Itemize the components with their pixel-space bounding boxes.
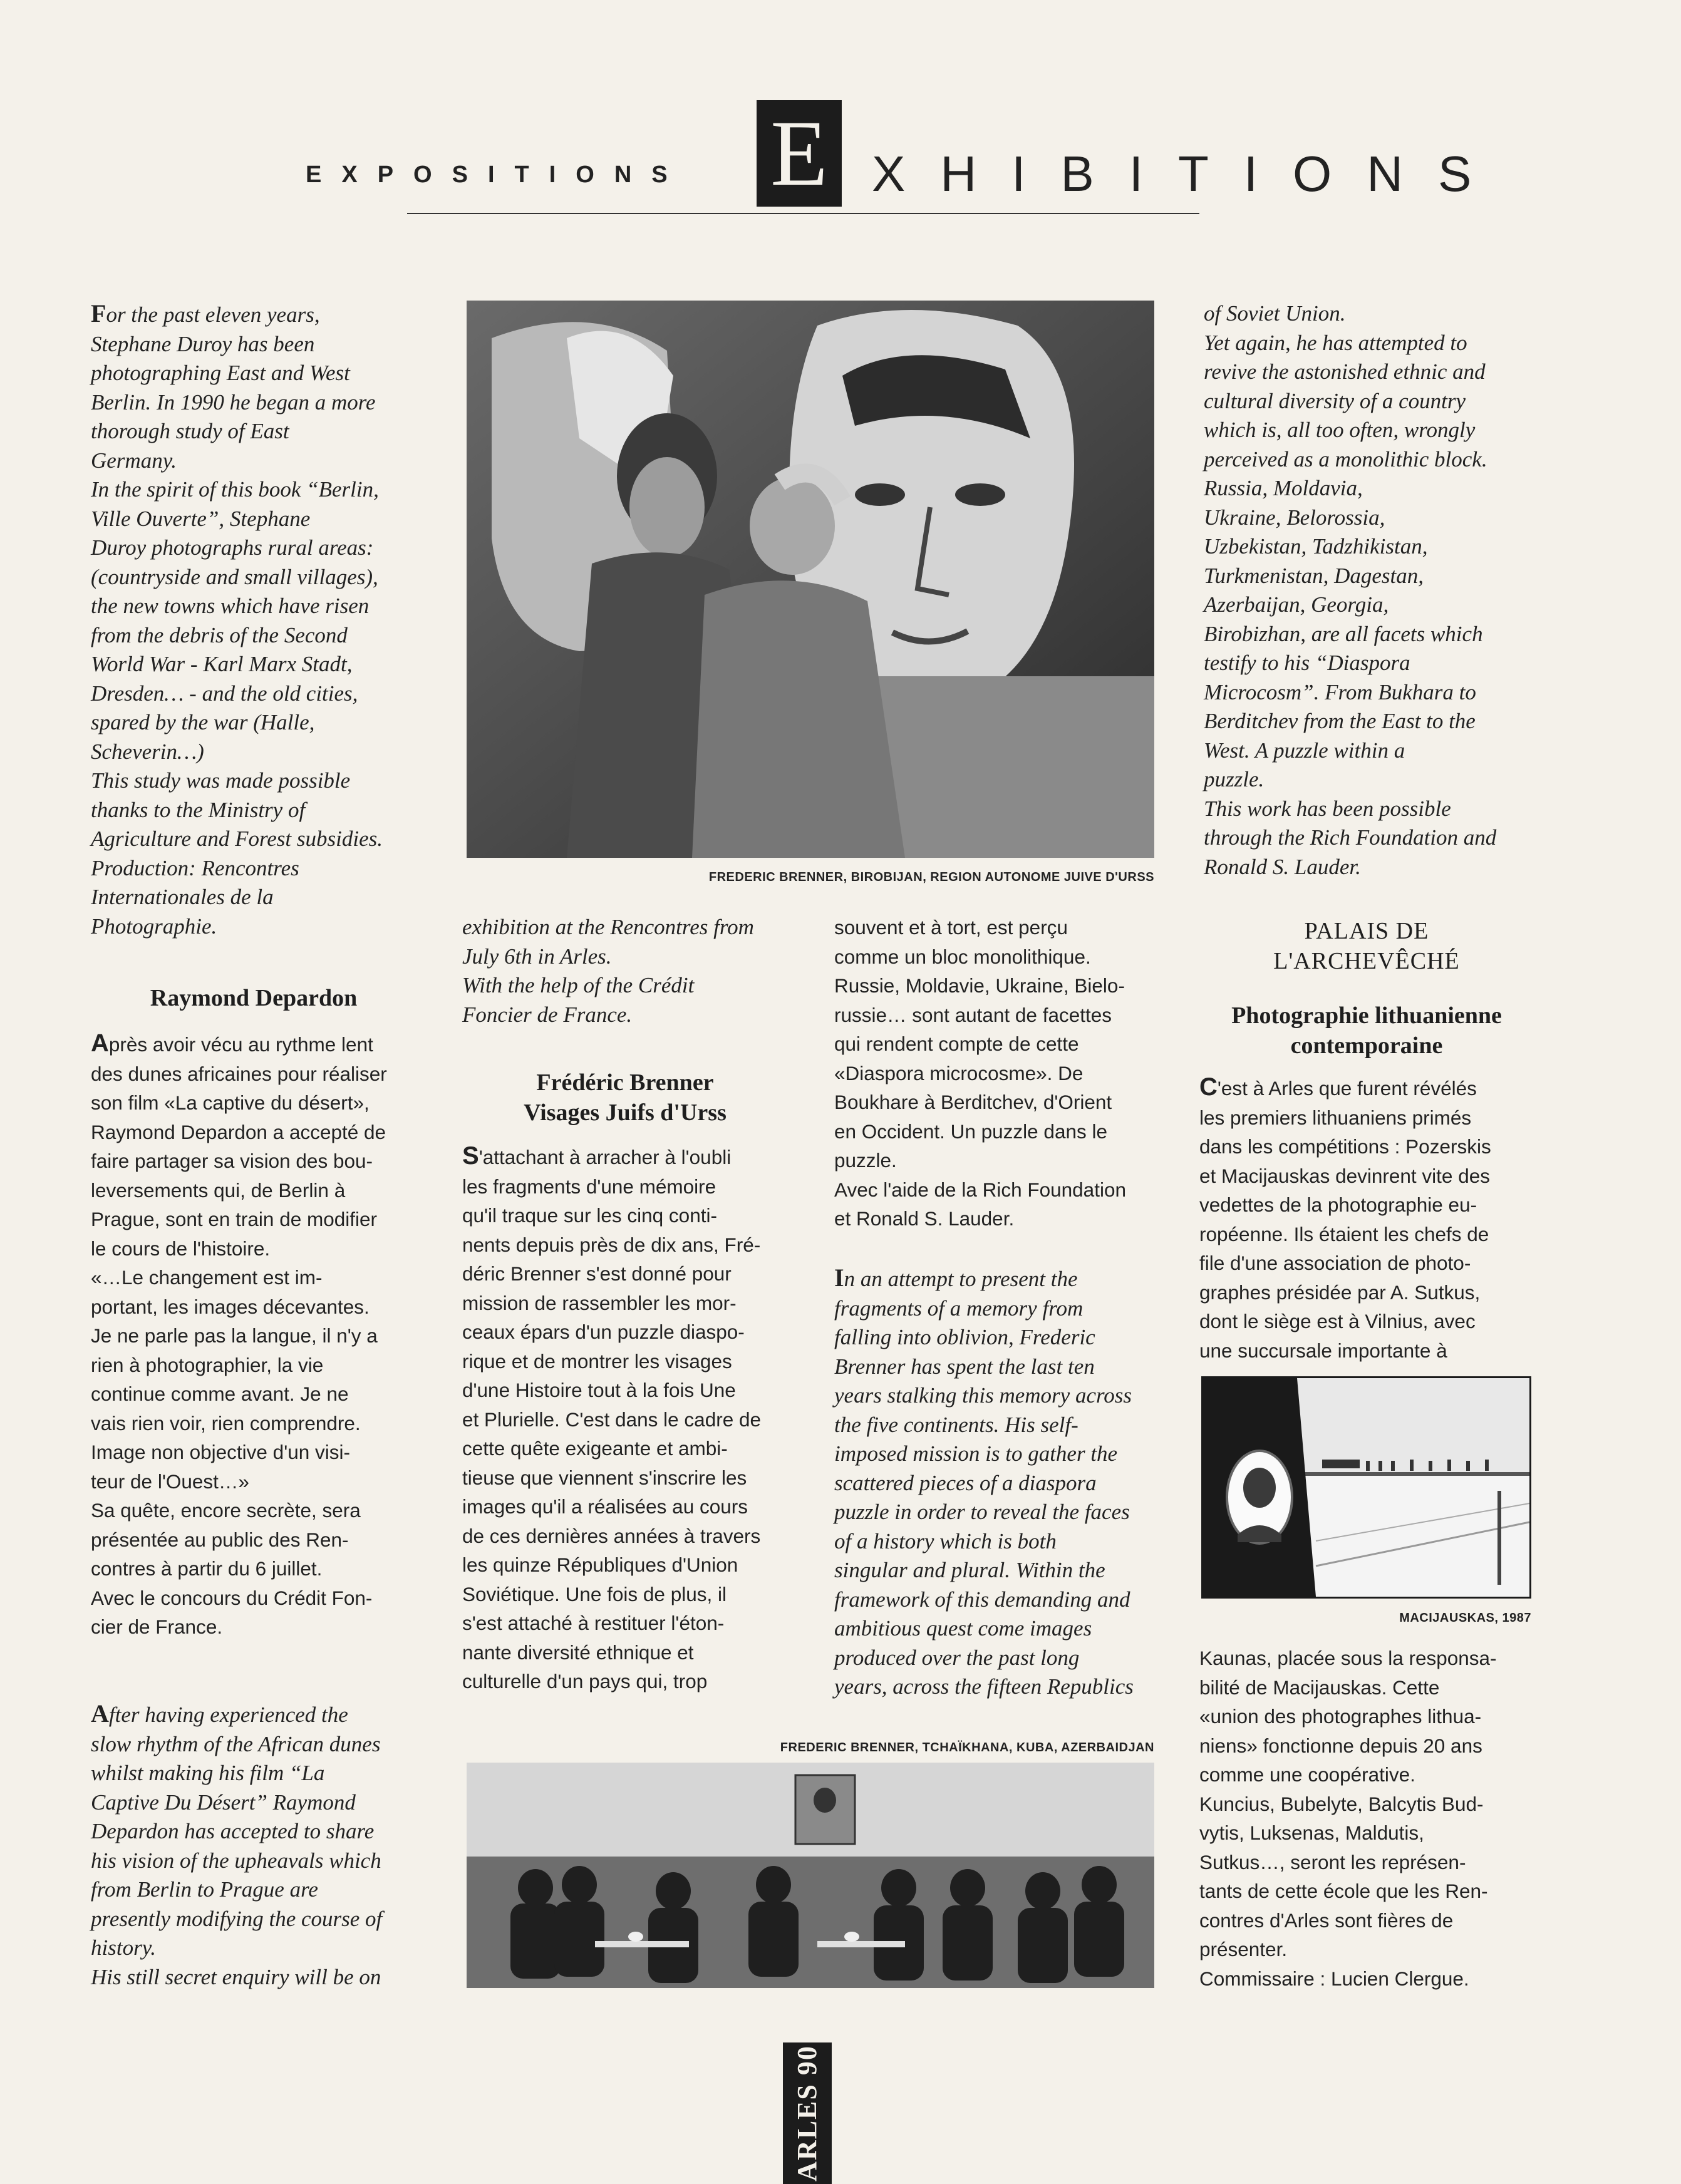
text-line: les quinze Républiques d'Union [462,1553,738,1576]
text-line: qu'il traque sur les cinq conti- [462,1204,717,1227]
section-title-exhibitions: XHIBITIONS [872,146,1507,202]
brenner-article-fr-cont [834,913,1160,1234]
text-line: bilité de Macijauskas. Cette [1199,1676,1440,1699]
text-line: Dresden… - and the old cities, [91,681,358,706]
text-line: years stalking this memory across [834,1383,1132,1408]
text-line: puzzle in order to reveal the faces [834,1500,1130,1524]
text-line: faire partager sa vision des bou- [91,1150,373,1172]
text-line: images qu'il a réalisées au cours [462,1495,748,1518]
section-initial-e: E [757,100,842,207]
text-line: scattered pieces of a diaspora [834,1470,1097,1495]
text-line: les fragments d'une mémoire [462,1175,716,1198]
caption-photo-macijauskas: MACIJAUSKAS, 1987 [1399,1611,1531,1625]
text-line: une succursale importante à [1199,1339,1447,1362]
text-line: Ukraine, Belorossia, [1204,505,1385,530]
lithuanian-article-fr [1199,1073,1538,1365]
text-line: cultural diversity of a country [1204,388,1466,413]
text-line: Avec le concours du Crédit Fon- [91,1586,373,1609]
text-line: spared by the war (Halle, [91,710,315,734]
text-line: présentée au public des Ren- [91,1528,349,1551]
text-line: which is, all too often, wrongly [1204,418,1476,442]
text-line: Foncier de France. [462,1002,633,1027]
text-line: niens» fonctionne depuis 20 ans [1199,1734,1482,1757]
caption-photo-birobijan: FREDERIC BRENNER, BIROBIJAN, REGION AUTONOME JUIVE D'URSS [708,870,1154,884]
text-line: vytis, Luksenas, Maldutis, [1199,1821,1424,1844]
text-line: Prague, sont en train de modifier [91,1208,378,1230]
text-line: slow rhythm of the African dunes [91,1731,381,1756]
text-line: In an attempt to present the [834,1264,1078,1292]
text-line: Duroy photographs rural areas: [91,535,374,560]
text-line: World War - Karl Marx Stadt, [91,652,353,676]
text-line: les premiers lithuaniens primés [1199,1106,1472,1129]
text-line: His still secret enquiry will be on [91,1964,381,1989]
text-line: For the past eleven years, [91,299,320,327]
text-line: contres d'Arles sont fières de [1199,1908,1454,1932]
text-line: years, across the fifteen Republics [834,1674,1134,1699]
text-line: West. A puzzle within a [1204,738,1405,763]
text-line: In the spirit of this book “Berlin, [91,477,379,502]
text-line: Sutkus…, seront les représen- [1199,1850,1466,1873]
brenner-article-en-cont [1204,299,1542,882]
photo-macijauskas [1201,1376,1531,1599]
text-line: comme un bloc monolithique. [834,945,1091,968]
text-line: of a history which is both [834,1528,1057,1553]
text-line: S'attachant à arracher à l'oubli [462,1142,732,1170]
lithuanian-title-line1: Photographie lithuanienne [1231,1002,1502,1029]
birobijan-photo-image [467,301,1154,858]
depardon-title: Raymond Depardon [150,985,358,1011]
text-line: revive the astonished ethnic and [1204,359,1486,384]
palais-title [1204,916,1529,976]
text-line: rien à photographier, la vie [91,1353,324,1376]
text-line: presently modifying the course of [91,1906,383,1931]
text-line: graphes présidée par A. Sutkus, [1199,1280,1481,1304]
text-line: et Macijauskas devinrent vite des [1199,1164,1490,1187]
brenner-article-fr [462,1141,788,1696]
text-line: «…Le changement est im- [91,1266,323,1289]
text-line: Birobizhan, are all facets which [1204,621,1483,646]
lithuanian-title [1204,1001,1529,1061]
depardon-article-fr [91,1029,416,1642]
text-line: Scheverin…) [91,739,204,764]
text-line: mission de rassembler les mor- [462,1291,737,1314]
text-line: Brenner has spent the last ten [834,1354,1095,1379]
text-line: qui rendent compte de cette [834,1033,1079,1055]
text-line: history. [91,1935,157,1960]
text-line: Yet again, he has attempted to [1204,330,1467,355]
text-line: produced over the past long [834,1645,1080,1670]
header-rule [407,213,1199,214]
photo-birobijan-portrait [467,301,1154,858]
text-line: dans les compétitions : Pozerskis [1199,1135,1491,1158]
text-line: ropéenne. Ils étaient les chefs de [1199,1222,1489,1245]
text-line: Berlin. In 1990 he began a more [91,389,376,415]
text-line: nante diversité ethnique et [462,1641,694,1664]
page-footer-tab [783,2042,832,2184]
depardon-article-en [91,1699,416,1992]
text-line: rique et de montrer les visages [462,1349,732,1373]
section-title-expositions: EXPOSITIONS [306,162,688,188]
text-line: dont le siège est à Vilnius, avec [1199,1310,1476,1332]
text-line: After having experienced the [91,1699,348,1728]
brenner-title-sub: Visages Juifs d'Urss [524,1100,727,1126]
text-line: cette quête exigeante et ambi- [462,1437,728,1460]
text-line: Russie, Moldavie, Ukraine, Bielo- [834,974,1125,997]
text-line: présenter. [1199,1938,1288,1960]
text-line: Commissaire : Lucien Clergue. [1199,1967,1469,1990]
palais-title-line1: PALAIS DE [1304,918,1429,944]
text-line: et Ronald S. Lauder. [834,1207,1015,1230]
text-line: Microcosm”. From Bukhara to [1204,679,1476,704]
text-line: thorough study of East [91,419,289,443]
text-line: Kuncius, Bubelyte, Balcytis Bud- [1199,1792,1484,1815]
macijauskas-photo-image [1203,1378,1529,1597]
text-line: tants de cette école que les Ren- [1199,1880,1488,1902]
text-line: Berditchev from the East to the [1204,709,1476,733]
text-line: contres à partir du 6 juillet. [91,1557,323,1580]
text-line: July 6th in Arles. [462,944,612,969]
text-line: de ces dernières années à travers [462,1524,761,1547]
lithuanian-title-line2: contemporaine [1290,1033,1443,1059]
text-line: déric Brenner s'est donné pour [462,1262,732,1285]
text-line: from the debris of the Second [91,622,348,647]
text-line: ceaux épars d'un puzzle diaspo- [462,1321,745,1343]
text-line: photographing East and West [91,361,350,385]
text-line: Ville Ouverte”, Stephane [91,506,311,531]
text-line: Après avoir vécu au rythme lent [91,1029,373,1057]
text-line: With the help of the Crédit [462,973,695,997]
text-line: Boukhare à Berditchev, d'Orient [834,1091,1112,1113]
text-line: teur de l'Ouest…» [91,1470,249,1493]
text-line: son film «La captive du désert», [91,1091,370,1114]
text-line: continue comme avant. Je ne [91,1383,349,1405]
text-line: (countryside and small villages), [91,564,378,589]
text-line: singular and plural. Within the [834,1558,1105,1582]
text-line: s'est attaché à restituer l'éton- [462,1612,725,1634]
text-line: tieuse que viennent s'inscrire les [462,1466,747,1489]
text-line: Production: Rencontres [91,855,299,880]
text-line: comme une coopérative. [1199,1763,1415,1786]
text-line: through the Rich Foundation and [1204,825,1497,850]
text-line: Azerbaijan, Georgia, [1204,592,1389,617]
text-line: This work has been possible [1204,796,1451,821]
text-line: Sa quête, encore secrète, sera [91,1499,361,1522]
brenner-title-name: Frédéric Brenner [536,1069,714,1096]
text-line: puzzle. [834,1149,897,1172]
text-line: framework of this demanding and [834,1587,1130,1612]
text-line: from Berlin to Prague are [91,1877,318,1902]
text-line: Soviétique. Une fois de plus, il [462,1582,727,1605]
footer-label: ARLES 90 [792,2045,822,2181]
text-line: thanks to the Ministry of [91,797,306,822]
text-line: vedettes de la photographie eu- [1199,1193,1477,1216]
text-line: vais rien voir, rien comprendre. [91,1411,361,1435]
text-line: Internationales de la [91,885,274,909]
text-line: portant, les images décevantes. [91,1295,370,1318]
text-line: testify to his “Diaspora [1204,651,1410,675]
text-line: «union des photographes lithua- [1199,1705,1482,1728]
text-line: the five continents. His self- [834,1412,1078,1437]
text-line: perceived as a monolithic block. [1204,446,1487,471]
text-line: Je ne parle pas la langue, il n'y a [91,1324,378,1347]
text-line: exhibition at the Rencontres from [462,915,754,939]
lithuanian-article-fr-cont [1199,1644,1538,1993]
text-line: Germany. [91,448,177,473]
text-line: imposed mission is to gather the [834,1441,1118,1466]
text-line: nents depuis près de dix ans, Fré- [462,1233,761,1256]
text-line: Russia, Moldavia, [1204,476,1363,500]
text-line: whilst making his film “La [91,1761,325,1785]
text-line: ambitious quest come images [834,1616,1092,1641]
text-line: Uzbekistan, Tadzhikistan, [1204,534,1428,559]
depardon-article-en-cont [462,913,788,1029]
text-line: Captive Du Désert” Raymond [91,1790,356,1815]
text-line: Ronald S. Lauder. [1204,854,1361,879]
text-line: C'est à Arles que furent révélés [1199,1073,1477,1101]
text-line: falling into oblivion, Frederic [834,1325,1095,1349]
text-line: Kaunas, placée sous la responsa- [1199,1647,1497,1669]
palais-title-line2: L'ARCHEVÊCHÉ [1273,948,1460,974]
text-line: des dunes africaines pour réaliser [91,1062,387,1085]
text-line: This study was made possible [91,768,351,793]
text-line: Raymond Depardon a accepté de [91,1120,386,1143]
text-line: Image non objective d'un visi- [91,1441,350,1463]
text-line: Photographie. [91,914,217,939]
text-line: Avec l'aide de la Rich Foundation [834,1178,1126,1201]
text-line: puzzle. [1204,767,1265,791]
text-line: le cours de l'histoire. [91,1237,271,1260]
brenner-article-en [834,1264,1160,1702]
text-line: «Diaspora microcosme». De [834,1061,1084,1084]
text-line: the new towns which have risen [91,594,370,618]
duroy-article-en [91,299,416,941]
text-line: Agriculture and Forest subsidies. [91,827,383,851]
text-line: cier de France. [91,1615,223,1638]
text-line: of Soviet Union. [1204,301,1346,326]
text-line: his vision of the upheavals which [91,1848,381,1873]
text-line: en Occident. Un puzzle dans le [834,1120,1108,1143]
brenner-title [462,1068,788,1128]
caption-photo-tchaikhana: FREDERIC BRENNER, TCHAÏKHANA, KUBA, AZERBAIDJAN [780,1741,1154,1754]
tchaikhana-photo-image [467,1763,1154,1988]
text-line: leversements qui, de Berlin à [91,1178,346,1202]
text-line: file d'une association de photo- [1199,1252,1471,1274]
photo-tchaikhana [467,1763,1154,1988]
text-line: Turkmenistan, Dagestan, [1204,563,1424,588]
text-line: Stephane Duroy has been [91,331,315,356]
text-line: d'une Histoire tout à la fois Une [462,1379,736,1401]
text-line: souvent et à tort, est perçu [834,916,1068,939]
text-line: russie… sont autant de facettes [834,1003,1112,1026]
text-line: culturelle d'un pays qui, trop [462,1670,708,1692]
text-line: et Plurielle. C'est dans le cadre de [462,1408,762,1431]
text-line: fragments of a memory from [834,1295,1084,1321]
text-line: Depardon has accepted to share [91,1819,375,1843]
